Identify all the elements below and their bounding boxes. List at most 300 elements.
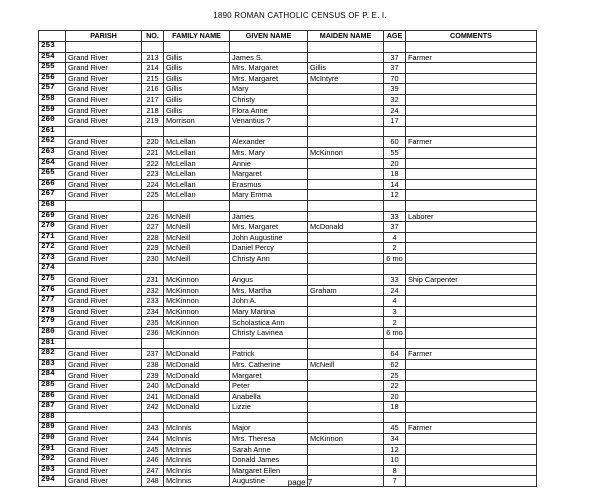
family-name-cell: McLellan: [164, 147, 230, 158]
family-name-cell: McKinnon: [164, 296, 230, 307]
age-cell: 64: [384, 349, 406, 360]
parish-cell: Grand River: [66, 243, 142, 254]
row-id-cell: 285: [39, 381, 66, 392]
comments-cell: Laborer: [406, 211, 537, 222]
table-row: [39, 465, 537, 476]
parish-cell: Grand River: [66, 158, 142, 169]
family-name-cell: Gillis: [164, 105, 230, 116]
age-cell: 12: [384, 444, 406, 455]
comments-cell: [406, 433, 537, 444]
parish-cell: [66, 338, 142, 349]
parish-cell: Grand River: [66, 84, 142, 95]
table-row: [39, 84, 537, 95]
maiden-name-cell: [308, 200, 384, 211]
row-id-cell: 282: [39, 349, 66, 360]
row-id-cell: 255: [39, 63, 66, 74]
number-cell: 231: [142, 275, 164, 286]
age-cell: [384, 264, 406, 275]
table-row: [39, 306, 537, 317]
comments-cell: [406, 306, 537, 317]
number-cell: [142, 42, 164, 53]
maiden-name-cell: [308, 381, 384, 392]
row-id-cell: 268: [39, 200, 66, 211]
given-name-cell: Margaret: [230, 370, 308, 381]
age-cell: 18: [384, 402, 406, 413]
comments-cell: [406, 253, 537, 264]
table-header: [39, 31, 537, 42]
parish-cell: Grand River: [66, 476, 142, 487]
number-cell: 240: [142, 381, 164, 392]
table-row: [39, 222, 537, 233]
comments-cell: [406, 179, 537, 190]
maiden-name-cell: [308, 455, 384, 466]
document-title: 1890 ROMAN CATHOLIC CENSUS OF P. E. I.: [213, 11, 387, 20]
number-cell: [142, 264, 164, 275]
given-name-cell: [230, 338, 308, 349]
comments-cell: [406, 200, 537, 211]
parish-cell: Grand River: [66, 349, 142, 360]
table-row: [39, 52, 537, 63]
row-id-cell: 264: [39, 158, 66, 169]
comments-cell: Farmer: [406, 52, 537, 63]
table-row: [39, 158, 537, 169]
parish-cell: Grand River: [66, 169, 142, 180]
given-name-cell: Daniel Percy: [230, 243, 308, 254]
table-row: [39, 296, 537, 307]
maiden-name-cell: [308, 465, 384, 476]
table-row: [39, 105, 537, 116]
maiden-name-cell: [308, 328, 384, 339]
parish-cell: Grand River: [66, 465, 142, 476]
age-cell: 8: [384, 465, 406, 476]
maiden-name-cell: McKinnon: [308, 147, 384, 158]
maiden-name-cell: [308, 317, 384, 328]
family-name-cell: [164, 338, 230, 349]
family-name-cell: McLellan: [164, 190, 230, 201]
row-id-cell: 293: [39, 465, 66, 476]
given-name-cell: Donald James: [230, 455, 308, 466]
comments-cell: [406, 370, 537, 381]
age-cell: 25: [384, 370, 406, 381]
number-cell: 247: [142, 465, 164, 476]
family-name-cell: McDonald: [164, 402, 230, 413]
comments-cell: [406, 285, 537, 296]
table-row: [39, 200, 537, 211]
maiden-name-cell: [308, 370, 384, 381]
given-name-cell: Margaret Ellen: [230, 465, 308, 476]
table-row: [39, 423, 537, 434]
given-name-cell: Christy Ann: [230, 253, 308, 264]
given-name-cell: Mary Martina: [230, 306, 308, 317]
number-cell: 218: [142, 105, 164, 116]
age-cell: 33: [384, 275, 406, 286]
row-id-cell: 290: [39, 433, 66, 444]
given-name-cell: Augustine: [230, 476, 308, 487]
comments-cell: [406, 317, 537, 328]
number-cell: 232: [142, 285, 164, 296]
header-row-id: [39, 31, 66, 42]
table-row: [39, 179, 537, 190]
age-cell: 24: [384, 285, 406, 296]
parish-cell: Grand River: [66, 306, 142, 317]
number-cell: 238: [142, 359, 164, 370]
parish-cell: Grand River: [66, 317, 142, 328]
maiden-name-cell: [308, 253, 384, 264]
family-name-cell: Gillis: [164, 84, 230, 95]
table-row: [39, 211, 537, 222]
header-no: NO.: [142, 31, 164, 42]
age-cell: 6 mo: [384, 253, 406, 264]
comments-cell: [406, 94, 537, 105]
table-row: [39, 63, 537, 74]
row-id-cell: 276: [39, 285, 66, 296]
family-name-cell: McNeill: [164, 232, 230, 243]
comments-cell: [406, 465, 537, 476]
comments-cell: [406, 105, 537, 116]
parish-cell: Grand River: [66, 190, 142, 201]
parish-cell: Grand River: [66, 137, 142, 148]
row-id-cell: 262: [39, 137, 66, 148]
age-cell: 22: [384, 381, 406, 392]
family-name-cell: Gillis: [164, 94, 230, 105]
age-cell: 20: [384, 391, 406, 402]
maiden-name-cell: [308, 179, 384, 190]
table-row: [39, 433, 537, 444]
comments-cell: [406, 391, 537, 402]
family-name-cell: McInnis: [164, 476, 230, 487]
table-row: [39, 232, 537, 243]
number-cell: 235: [142, 317, 164, 328]
row-id-cell: 292: [39, 455, 66, 466]
row-id-cell: 260: [39, 116, 66, 127]
comments-cell: [406, 296, 537, 307]
parish-cell: Grand River: [66, 253, 142, 264]
row-id-cell: 254: [39, 52, 66, 63]
parish-cell: Grand River: [66, 402, 142, 413]
age-cell: 7: [384, 476, 406, 487]
given-name-cell: Mary: [230, 84, 308, 95]
number-cell: 213: [142, 52, 164, 63]
age-cell: 20: [384, 158, 406, 169]
maiden-name-cell: [308, 444, 384, 455]
family-name-cell: [164, 264, 230, 275]
number-cell: 229: [142, 243, 164, 254]
given-name-cell: Alexander: [230, 137, 308, 148]
family-name-cell: [164, 200, 230, 211]
row-id-cell: 272: [39, 243, 66, 254]
table-row: [39, 147, 537, 158]
table-row: [39, 243, 537, 254]
parish-cell: Grand River: [66, 116, 142, 127]
number-cell: [142, 338, 164, 349]
maiden-name-cell: [308, 137, 384, 148]
maiden-name-cell: [308, 391, 384, 402]
maiden-name-cell: [308, 42, 384, 53]
comments-cell: [406, 455, 537, 466]
row-id-cell: 284: [39, 370, 66, 381]
age-cell: 32: [384, 94, 406, 105]
maiden-name-cell: [308, 105, 384, 116]
family-name-cell: [164, 412, 230, 423]
age-cell: 12: [384, 190, 406, 201]
number-cell: 237: [142, 349, 164, 360]
given-name-cell: Annie: [230, 158, 308, 169]
given-name-cell: Peter: [230, 381, 308, 392]
table-row: [39, 116, 537, 127]
age-cell: 45: [384, 423, 406, 434]
row-id-cell: 289: [39, 423, 66, 434]
number-cell: 246: [142, 455, 164, 466]
table-row: [39, 338, 537, 349]
given-name-cell: Margaret: [230, 169, 308, 180]
maiden-name-cell: [308, 296, 384, 307]
given-name-cell: [230, 42, 308, 53]
row-id-cell: 258: [39, 94, 66, 105]
given-name-cell: Mrs. Margaret: [230, 63, 308, 74]
row-id-cell: 288: [39, 412, 66, 423]
table-row: [39, 190, 537, 201]
header-age: AGE: [384, 31, 406, 42]
given-name-cell: John A.: [230, 296, 308, 307]
parish-cell: Grand River: [66, 179, 142, 190]
table-row: [39, 412, 537, 423]
age-cell: 37: [384, 52, 406, 63]
row-id-cell: 270: [39, 222, 66, 233]
maiden-name-cell: [308, 243, 384, 254]
page-number: page 7: [287, 478, 313, 487]
family-name-cell: McDonald: [164, 359, 230, 370]
family-name-cell: McNeill: [164, 222, 230, 233]
table-row: [39, 169, 537, 180]
parish-cell: Grand River: [66, 433, 142, 444]
row-id-cell: 278: [39, 306, 66, 317]
parish-cell: [66, 126, 142, 137]
parish-cell: Grand River: [66, 381, 142, 392]
given-name-cell: [230, 412, 308, 423]
number-cell: 226: [142, 211, 164, 222]
family-name-cell: McInnis: [164, 423, 230, 434]
number-cell: 242: [142, 402, 164, 413]
age-cell: 17: [384, 116, 406, 127]
maiden-name-cell: McKinnon: [308, 433, 384, 444]
table-row: [39, 391, 537, 402]
parish-cell: [66, 412, 142, 423]
row-id-cell: 277: [39, 296, 66, 307]
table-body: [39, 42, 537, 487]
parish-cell: Grand River: [66, 105, 142, 116]
table-row: [39, 42, 537, 53]
maiden-name-cell: [308, 52, 384, 63]
age-cell: 34: [384, 433, 406, 444]
comments-cell: [406, 338, 537, 349]
parish-cell: Grand River: [66, 359, 142, 370]
maiden-name-cell: [308, 423, 384, 434]
comments-cell: [406, 116, 537, 127]
age-cell: 62: [384, 359, 406, 370]
row-id-cell: 280: [39, 328, 66, 339]
family-name-cell: McDonald: [164, 391, 230, 402]
family-name-cell: McDonald: [164, 370, 230, 381]
comments-cell: [406, 63, 537, 74]
number-cell: 215: [142, 73, 164, 84]
table-row: [39, 317, 537, 328]
table-row: [39, 94, 537, 105]
given-name-cell: Venantius ?: [230, 116, 308, 127]
parish-cell: Grand River: [66, 211, 142, 222]
number-cell: 217: [142, 94, 164, 105]
number-cell: 225: [142, 190, 164, 201]
comments-cell: [406, 444, 537, 455]
given-name-cell: [230, 264, 308, 275]
number-cell: 233: [142, 296, 164, 307]
maiden-name-cell: [308, 338, 384, 349]
maiden-name-cell: [308, 275, 384, 286]
age-cell: 3: [384, 306, 406, 317]
age-cell: 18: [384, 169, 406, 180]
number-cell: 214: [142, 63, 164, 74]
given-name-cell: Sarah Anne: [230, 444, 308, 455]
number-cell: 244: [142, 433, 164, 444]
comments-cell: [406, 147, 537, 158]
given-name-cell: James S.: [230, 52, 308, 63]
family-name-cell: McLellan: [164, 137, 230, 148]
number-cell: [142, 126, 164, 137]
header-parish: PARISH: [66, 31, 142, 42]
given-name-cell: Mrs. Catherine: [230, 359, 308, 370]
row-id-cell: 261: [39, 126, 66, 137]
parish-cell: Grand River: [66, 94, 142, 105]
parish-cell: Grand River: [66, 391, 142, 402]
family-name-cell: [164, 126, 230, 137]
header-family-name: FAMILY NAME: [164, 31, 230, 42]
parish-cell: Grand River: [66, 370, 142, 381]
parish-cell: Grand River: [66, 285, 142, 296]
age-cell: 39: [384, 84, 406, 95]
comments-cell: [406, 243, 537, 254]
age-cell: 6 mo: [384, 328, 406, 339]
age-cell: 24: [384, 105, 406, 116]
age-cell: 37: [384, 63, 406, 74]
row-id-cell: 256: [39, 73, 66, 84]
number-cell: [142, 200, 164, 211]
number-cell: 243: [142, 423, 164, 434]
family-name-cell: Gillis: [164, 52, 230, 63]
maiden-name-cell: [308, 402, 384, 413]
parish-cell: Grand River: [66, 73, 142, 84]
age-cell: [384, 126, 406, 137]
family-name-cell: McInnis: [164, 455, 230, 466]
parish-cell: [66, 264, 142, 275]
number-cell: 227: [142, 222, 164, 233]
number-cell: 221: [142, 147, 164, 158]
row-id-cell: 265: [39, 169, 66, 180]
table-row: [39, 73, 537, 84]
number-cell: 230: [142, 253, 164, 264]
age-cell: 14: [384, 179, 406, 190]
parish-cell: Grand River: [66, 232, 142, 243]
family-name-cell: McInnis: [164, 465, 230, 476]
family-name-cell: McKinnon: [164, 306, 230, 317]
given-name-cell: Scholastica Ann: [230, 317, 308, 328]
given-name-cell: Christy Lavinea: [230, 328, 308, 339]
parish-cell: Grand River: [66, 455, 142, 466]
row-id-cell: 273: [39, 253, 66, 264]
given-name-cell: Mrs. Margaret: [230, 222, 308, 233]
comments-cell: [406, 158, 537, 169]
age-cell: [384, 338, 406, 349]
family-name-cell: Gillis: [164, 63, 230, 74]
table-row: [39, 455, 537, 466]
age-cell: [384, 412, 406, 423]
comments-cell: Ship Carpenter: [406, 275, 537, 286]
parish-cell: Grand River: [66, 423, 142, 434]
family-name-cell: McNeill: [164, 211, 230, 222]
census-table: [38, 30, 537, 487]
given-name-cell: Mrs. Margaret: [230, 73, 308, 84]
row-id-cell: 263: [39, 147, 66, 158]
comments-cell: [406, 264, 537, 275]
header-comments: COMMENTS: [406, 31, 537, 42]
table-row: [39, 285, 537, 296]
row-id-cell: 279: [39, 317, 66, 328]
row-id-cell: 291: [39, 444, 66, 455]
given-name-cell: Mrs. Martha: [230, 285, 308, 296]
maiden-name-cell: [308, 412, 384, 423]
row-id-cell: 281: [39, 338, 66, 349]
comments-cell: [406, 126, 537, 137]
maiden-name-cell: McDonald: [308, 222, 384, 233]
given-name-cell: Anabella: [230, 391, 308, 402]
comments-cell: Farmer: [406, 423, 537, 434]
comments-cell: Farmer: [406, 137, 537, 148]
row-id-cell: 253: [39, 42, 66, 53]
maiden-name-cell: Gillis: [308, 63, 384, 74]
table-row: [39, 370, 537, 381]
number-cell: 220: [142, 137, 164, 148]
parish-cell: [66, 200, 142, 211]
age-cell: [384, 42, 406, 53]
parish-cell: Grand River: [66, 328, 142, 339]
comments-cell: [406, 328, 537, 339]
age-cell: 70: [384, 73, 406, 84]
age-cell: 4: [384, 232, 406, 243]
comments-cell: [406, 42, 537, 53]
row-id-cell: 267: [39, 190, 66, 201]
number-cell: 219: [142, 116, 164, 127]
given-name-cell: Mrs. Mary: [230, 147, 308, 158]
comments-cell: [406, 84, 537, 95]
table-row: [39, 328, 537, 339]
age-cell: 4: [384, 296, 406, 307]
given-name-cell: Angus: [230, 275, 308, 286]
maiden-name-cell: McNeill: [308, 359, 384, 370]
row-id-cell: 257: [39, 84, 66, 95]
family-name-cell: McInnis: [164, 444, 230, 455]
maiden-name-cell: [308, 94, 384, 105]
row-id-cell: 294: [39, 476, 66, 487]
maiden-name-cell: [308, 116, 384, 127]
maiden-name-cell: [308, 264, 384, 275]
parish-cell: Grand River: [66, 63, 142, 74]
comments-cell: [406, 402, 537, 413]
maiden-name-cell: McIntyre: [308, 73, 384, 84]
table-row: [39, 444, 537, 455]
comments-cell: [406, 222, 537, 233]
given-name-cell: Erasmus: [230, 179, 308, 190]
maiden-name-cell: [308, 84, 384, 95]
given-name-cell: Flora Anne: [230, 105, 308, 116]
table-row: [39, 381, 537, 392]
